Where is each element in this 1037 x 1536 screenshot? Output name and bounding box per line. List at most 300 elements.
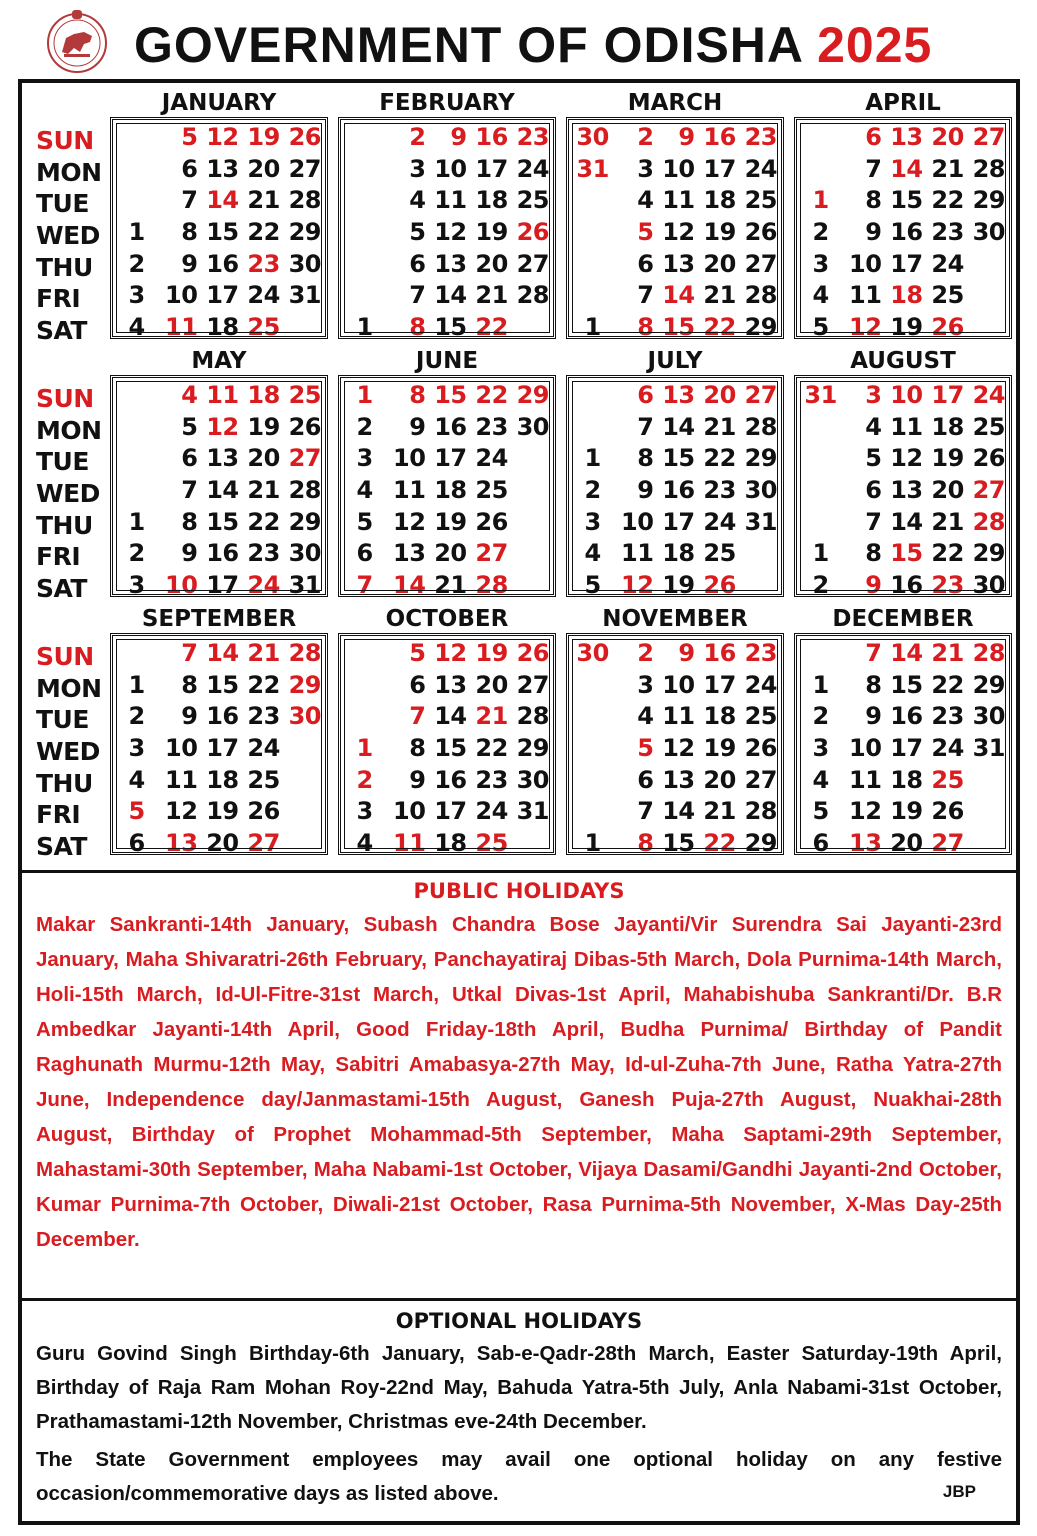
week-row-fri xyxy=(345,796,549,828)
holiday-date-cell: 12 xyxy=(206,123,239,151)
date-cell xyxy=(573,670,612,702)
week-row-tue xyxy=(573,185,777,217)
month-october xyxy=(338,605,556,858)
holiday-date-cell: 30 xyxy=(576,123,609,151)
date-cell: 17 xyxy=(206,734,239,763)
odisha-state-emblem-icon xyxy=(44,8,110,74)
date-cell: 28 xyxy=(744,797,777,826)
date-cell: 15 xyxy=(890,186,923,215)
week-row-mon xyxy=(117,154,321,186)
date-cell: 26 xyxy=(288,412,321,441)
month-name: MAY xyxy=(191,348,247,374)
date-cell: 7 xyxy=(637,797,654,826)
holiday-date-cell: 8 xyxy=(409,381,426,409)
date-cell: 23 xyxy=(931,218,964,247)
date-cell: 7 xyxy=(865,507,882,536)
date-cell: 21 xyxy=(247,476,280,505)
date-cell: 23 xyxy=(931,702,964,731)
month-days-grid xyxy=(338,117,556,342)
holiday-date-cell: 27 xyxy=(744,381,777,409)
week-row-fri xyxy=(801,538,1005,570)
date-cell: 5 xyxy=(584,571,601,600)
date-cell: 15 xyxy=(206,670,239,699)
date-cell: 18 xyxy=(931,412,964,441)
date-cell: 12 xyxy=(662,734,695,763)
date-cell xyxy=(345,701,384,733)
date-cell xyxy=(573,185,612,217)
date-cell: 21 xyxy=(931,507,964,536)
holiday-date-cell: 26 xyxy=(703,571,736,600)
date-cell xyxy=(573,733,612,765)
month-may xyxy=(110,347,328,600)
date-cell xyxy=(117,154,156,186)
holiday-date-cell: 25 xyxy=(475,829,508,858)
date-cell: 4 xyxy=(812,765,829,794)
holiday-date-cell: 7 xyxy=(409,702,426,731)
date-cell xyxy=(801,638,840,670)
date-cell xyxy=(508,828,549,860)
holiday-date-cell: 17 xyxy=(931,381,964,409)
date-cell: 10 xyxy=(393,797,426,826)
date-cell xyxy=(508,507,549,539)
date-cell: 28 xyxy=(972,154,1005,183)
holiday-date-cell: 22 xyxy=(475,313,508,342)
date-cell: 11 xyxy=(849,765,882,794)
date-cell: 3 xyxy=(409,154,426,183)
date-cell: 25 xyxy=(931,281,964,310)
holiday-date-cell: 2 xyxy=(409,123,426,151)
week-row-thu xyxy=(117,765,321,797)
week-row-tue xyxy=(345,701,549,733)
calendar-frame xyxy=(18,79,1020,1525)
week-row-sat xyxy=(345,828,549,860)
date-cell: 8 xyxy=(865,539,882,568)
week-row-sat xyxy=(117,828,321,860)
holiday-date-cell: 21 xyxy=(475,702,508,731)
date-cell: 22 xyxy=(931,186,964,215)
date-cell: 1 xyxy=(128,507,145,536)
date-cell: 21 xyxy=(434,571,467,600)
holiday-date-cell: 23 xyxy=(516,123,549,151)
date-cell: 4 xyxy=(584,539,601,568)
month-march xyxy=(566,89,784,342)
holiday-date-cell: 9 xyxy=(678,123,695,151)
holiday-date-cell: 31 xyxy=(804,381,837,409)
date-cell xyxy=(117,412,156,444)
date-cell xyxy=(573,765,612,797)
week-row-sun xyxy=(573,638,777,670)
month-name: JULY xyxy=(647,348,703,374)
date-cell: 27 xyxy=(516,670,549,699)
date-cell xyxy=(345,122,384,154)
week-row-wed xyxy=(345,733,549,765)
date-cell: 20 xyxy=(247,154,280,183)
month-days-grid xyxy=(110,633,328,858)
date-cell: 5 xyxy=(356,507,373,536)
date-cell: 5 xyxy=(181,412,198,441)
note-text: The State Government employees may avail one optional holiday on any festive occasion/commemorative days as listed above. xyxy=(36,1448,1002,1505)
date-cell: 11 xyxy=(662,702,695,731)
date-cell: 13 xyxy=(206,444,239,473)
date-cell: 30 xyxy=(744,476,777,505)
date-cell: 2 xyxy=(812,571,829,600)
week-row-sat xyxy=(345,312,549,344)
holiday-date-cell: 10 xyxy=(165,571,198,600)
date-cell: 26 xyxy=(744,218,777,247)
date-cell: 3 xyxy=(812,734,829,763)
week-row-tue xyxy=(801,443,1005,475)
date-cell: 15 xyxy=(662,829,695,858)
date-cell: 16 xyxy=(662,476,695,505)
date-cell: 10 xyxy=(849,249,882,278)
month-days-grid xyxy=(566,633,784,858)
week-row-thu xyxy=(117,507,321,539)
date-cell: 20 xyxy=(247,444,280,473)
week-row-sat xyxy=(573,828,777,860)
date-cell: 4 xyxy=(637,702,654,731)
day-label-mon: MON xyxy=(36,673,102,703)
optional-holidays-section xyxy=(36,1309,1002,1511)
date-cell: 8 xyxy=(181,507,198,536)
date-cell: 14 xyxy=(662,797,695,826)
week-row-thu xyxy=(801,249,1005,281)
date-cell: 28 xyxy=(744,281,777,310)
week-row-thu xyxy=(345,249,549,281)
date-cell: 18 xyxy=(662,539,695,568)
date-cell: 23 xyxy=(475,412,508,441)
date-cell xyxy=(964,796,1005,828)
holiday-date-cell: 6 xyxy=(865,123,882,151)
holiday-date-cell: 26 xyxy=(931,313,964,342)
date-cell: 20 xyxy=(206,829,239,858)
date-cell: 28 xyxy=(516,281,549,310)
date-cell: 29 xyxy=(972,670,1005,699)
date-cell: 11 xyxy=(165,765,198,794)
week-row-sun xyxy=(573,380,777,412)
week-row-tue xyxy=(573,443,777,475)
divider xyxy=(22,1298,1016,1301)
date-cell: 22 xyxy=(703,444,736,473)
day-label-sat: SAT xyxy=(36,574,87,604)
date-cell: 17 xyxy=(703,670,736,699)
holiday-date-cell: 8 xyxy=(637,313,654,342)
date-cell: 13 xyxy=(890,476,923,505)
date-cell: 1 xyxy=(584,313,601,342)
date-cell: 13 xyxy=(434,249,467,278)
holiday-date-cell: 28 xyxy=(288,639,321,667)
date-cell: 20 xyxy=(434,539,467,568)
holiday-date-cell: 14 xyxy=(890,639,923,667)
week-row-wed xyxy=(801,475,1005,507)
week-row-wed xyxy=(573,733,777,765)
date-cell: 12 xyxy=(165,797,198,826)
date-cell xyxy=(508,312,549,344)
holiday-date-cell: 13 xyxy=(849,829,882,858)
date-cell: 7 xyxy=(181,186,198,215)
holiday-date-cell: 27 xyxy=(972,123,1005,151)
date-cell: 29 xyxy=(744,444,777,473)
day-labels xyxy=(36,125,116,347)
date-cell: 30 xyxy=(516,765,549,794)
week-row-thu xyxy=(573,507,777,539)
week-row-mon xyxy=(345,412,549,444)
holiday-date-cell: 14 xyxy=(393,571,426,600)
holiday-date-cell: 25 xyxy=(288,381,321,409)
date-cell xyxy=(964,312,1005,344)
holiday-date-cell: 2 xyxy=(637,123,654,151)
date-cell xyxy=(117,443,156,475)
date-cell: 7 xyxy=(181,476,198,505)
week-row-sun xyxy=(573,122,777,154)
date-cell: 3 xyxy=(637,154,654,183)
week-row-mon xyxy=(801,670,1005,702)
holiday-date-cell: 26 xyxy=(288,123,321,151)
date-cell: 10 xyxy=(621,507,654,536)
title-text: GOVERNMENT OF ODISHA xyxy=(134,17,803,73)
week-row-sun xyxy=(801,380,1005,412)
holiday-date-cell: 11 xyxy=(206,381,239,409)
date-cell: 4 xyxy=(128,765,145,794)
month-name: AUGUST xyxy=(850,348,956,374)
week-row-fri xyxy=(573,796,777,828)
holiday-date-cell: 22 xyxy=(703,829,736,858)
date-cell: 27 xyxy=(744,765,777,794)
date-cell: 31 xyxy=(288,281,321,310)
week-row-tue xyxy=(801,701,1005,733)
date-cell: 17 xyxy=(662,507,695,536)
holiday-date-cell: 27 xyxy=(247,829,280,858)
holiday-date-cell: 14 xyxy=(206,639,239,667)
date-cell xyxy=(508,443,549,475)
week-row-tue xyxy=(117,701,321,733)
date-cell: 18 xyxy=(434,829,467,858)
holiday-date-cell: 2 xyxy=(637,639,654,667)
date-cell: 19 xyxy=(662,571,695,600)
date-cell: 23 xyxy=(703,476,736,505)
date-cell: 8 xyxy=(637,444,654,473)
date-cell: 9 xyxy=(865,702,882,731)
holiday-date-cell: 26 xyxy=(516,218,549,247)
date-cell xyxy=(736,570,777,602)
holiday-date-cell: 31 xyxy=(576,154,609,183)
date-cell: 10 xyxy=(434,154,467,183)
holiday-date-cell: 28 xyxy=(972,507,1005,536)
holiday-date-cell: 11 xyxy=(393,829,426,858)
day-label-mon: MON xyxy=(36,415,102,445)
week-row-wed xyxy=(801,217,1005,249)
date-cell: 28 xyxy=(288,476,321,505)
date-cell: 12 xyxy=(393,507,426,536)
week-row-sun xyxy=(117,638,321,670)
date-cell: 7 xyxy=(409,281,426,310)
date-cell: 16 xyxy=(890,571,923,600)
week-row-wed xyxy=(345,217,549,249)
date-cell: 12 xyxy=(662,218,695,247)
date-cell: 6 xyxy=(409,670,426,699)
date-cell: 23 xyxy=(475,765,508,794)
date-cell: 22 xyxy=(475,734,508,763)
date-cell: 16 xyxy=(890,702,923,731)
date-cell: 27 xyxy=(744,249,777,278)
holiday-date-cell: 16 xyxy=(703,123,736,151)
date-cell: 4 xyxy=(637,186,654,215)
date-cell xyxy=(801,507,840,539)
date-cell: 19 xyxy=(703,734,736,763)
holiday-date-cell: 7 xyxy=(865,639,882,667)
date-cell: 11 xyxy=(434,186,467,215)
holiday-date-cell: 27 xyxy=(288,444,321,473)
date-cell: 22 xyxy=(247,670,280,699)
date-cell: 3 xyxy=(812,249,829,278)
date-cell: 31 xyxy=(288,571,321,600)
date-cell: 9 xyxy=(409,765,426,794)
month-july xyxy=(566,347,784,600)
date-cell: 1 xyxy=(812,670,829,699)
date-cell xyxy=(964,828,1005,860)
date-cell xyxy=(117,475,156,507)
holiday-date-cell: 7 xyxy=(356,571,373,600)
week-row-sun xyxy=(117,122,321,154)
holiday-date-cell: 9 xyxy=(450,123,467,151)
date-cell: 29 xyxy=(288,218,321,247)
month-days-grid xyxy=(338,375,556,600)
date-cell xyxy=(508,475,549,507)
date-cell xyxy=(573,249,612,281)
date-cell: 11 xyxy=(621,539,654,568)
holiday-date-cell: 7 xyxy=(181,639,198,667)
date-cell: 22 xyxy=(931,670,964,699)
day-label-wed: WED xyxy=(36,737,100,767)
date-cell: 11 xyxy=(662,186,695,215)
week-row-sun xyxy=(801,638,1005,670)
date-cell: 24 xyxy=(931,249,964,278)
divider xyxy=(22,870,1016,873)
date-cell: 8 xyxy=(181,670,198,699)
week-row-sat xyxy=(573,312,777,344)
date-cell: 2 xyxy=(584,476,601,505)
date-cell: 18 xyxy=(475,186,508,215)
week-row-thu xyxy=(345,765,549,797)
date-cell: 13 xyxy=(434,670,467,699)
date-cell: 17 xyxy=(206,281,239,310)
date-cell: 20 xyxy=(703,765,736,794)
date-cell: 19 xyxy=(475,218,508,247)
month-name: DECEMBER xyxy=(832,606,974,632)
date-cell: 30 xyxy=(972,571,1005,600)
day-label-tue: TUE xyxy=(36,705,89,735)
day-label-mon: MON xyxy=(36,157,102,187)
date-cell: 17 xyxy=(475,154,508,183)
public-holidays-section xyxy=(36,879,1002,1257)
date-cell: 26 xyxy=(972,444,1005,473)
date-cell: 17 xyxy=(206,571,239,600)
date-cell: 26 xyxy=(744,734,777,763)
week-row-sat xyxy=(801,570,1005,602)
date-cell xyxy=(280,312,321,344)
holiday-date-cell: 9 xyxy=(678,639,695,667)
date-cell: 10 xyxy=(165,734,198,763)
week-row-mon xyxy=(573,412,777,444)
date-cell xyxy=(801,154,840,186)
date-cell: 20 xyxy=(475,670,508,699)
date-cell: 13 xyxy=(206,154,239,183)
date-cell: 29 xyxy=(972,539,1005,568)
date-cell: 4 xyxy=(128,313,145,342)
week-row-thu xyxy=(345,507,549,539)
holiday-date-cell: 15 xyxy=(434,381,467,409)
optional-holiday-note xyxy=(36,1443,1002,1511)
week-row-tue xyxy=(117,443,321,475)
month-february xyxy=(338,89,556,342)
date-cell: 5 xyxy=(865,444,882,473)
week-row-thu xyxy=(801,765,1005,797)
day-label-wed: WED xyxy=(36,221,100,251)
date-cell: 2 xyxy=(812,218,829,247)
title-year: 2025 xyxy=(817,17,933,73)
holiday-date-cell: 21 xyxy=(247,639,280,667)
week-row-tue xyxy=(801,185,1005,217)
holiday-date-cell: 1 xyxy=(356,381,373,409)
week-row-wed xyxy=(573,475,777,507)
holiday-date-cell: 23 xyxy=(744,639,777,667)
month-days-grid xyxy=(566,375,784,600)
date-cell: 28 xyxy=(744,412,777,441)
week-row-sat xyxy=(801,312,1005,344)
date-cell xyxy=(573,380,612,412)
date-cell: 19 xyxy=(434,507,467,536)
date-cell: 21 xyxy=(931,154,964,183)
date-cell: 29 xyxy=(744,313,777,342)
date-cell: 4 xyxy=(812,281,829,310)
date-cell: 27 xyxy=(288,154,321,183)
date-cell xyxy=(280,796,321,828)
date-cell: 28 xyxy=(516,702,549,731)
week-row-tue xyxy=(117,185,321,217)
date-cell: 25 xyxy=(744,186,777,215)
date-cell: 18 xyxy=(890,765,923,794)
date-cell: 31 xyxy=(972,734,1005,763)
holiday-date-cell: 25 xyxy=(247,313,280,342)
month-june xyxy=(338,347,556,600)
date-cell xyxy=(573,701,612,733)
week-row-wed xyxy=(573,217,777,249)
date-cell: 19 xyxy=(890,313,923,342)
week-row-thu xyxy=(573,249,777,281)
date-cell: 25 xyxy=(703,539,736,568)
page-title xyxy=(134,14,932,76)
date-cell: 29 xyxy=(516,734,549,763)
month-days-grid xyxy=(794,117,1012,342)
week-row-mon xyxy=(117,412,321,444)
date-cell: 18 xyxy=(703,186,736,215)
date-cell: 22 xyxy=(247,218,280,247)
date-cell: 23 xyxy=(247,539,280,568)
holiday-date-cell: 21 xyxy=(931,639,964,667)
date-cell: 5 xyxy=(812,313,829,342)
date-cell: 17 xyxy=(890,734,923,763)
holiday-date-cell: 5 xyxy=(128,797,145,826)
date-cell: 16 xyxy=(206,539,239,568)
week-row-thu xyxy=(573,765,777,797)
date-cell xyxy=(736,538,777,570)
holiday-date-cell: 29 xyxy=(516,381,549,409)
date-cell: 20 xyxy=(931,476,964,505)
date-cell: 9 xyxy=(181,249,198,278)
date-cell xyxy=(117,380,156,412)
holiday-date-cell: 19 xyxy=(475,639,508,667)
date-cell: 25 xyxy=(744,702,777,731)
date-cell: 25 xyxy=(475,476,508,505)
